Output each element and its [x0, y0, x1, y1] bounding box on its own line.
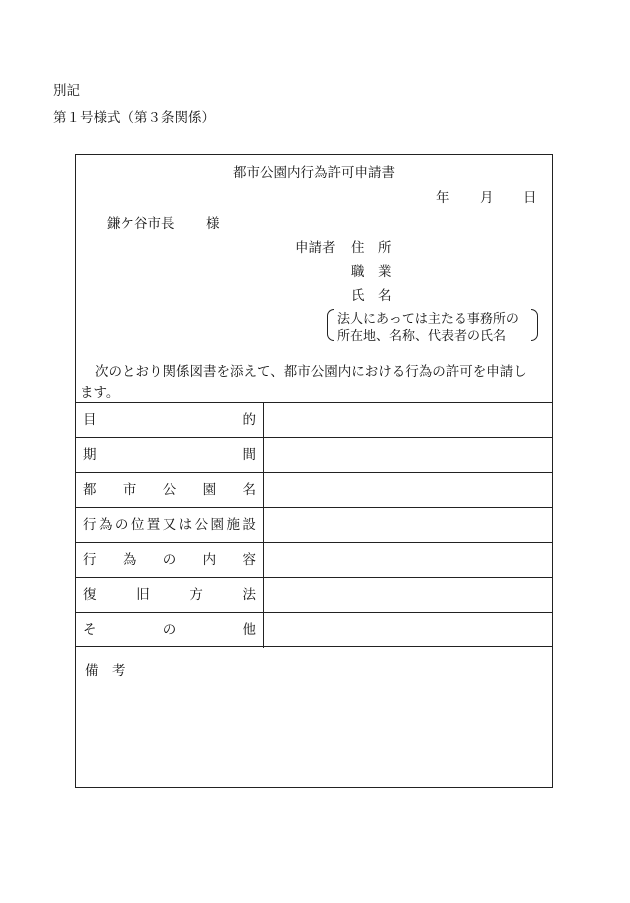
- appendix-label: 別記: [53, 83, 80, 99]
- applicant-name-label: 氏 名: [351, 288, 392, 304]
- form-number-label: 第１号様式（第３条関係）: [53, 110, 215, 126]
- table-row: [75, 542, 553, 577]
- table-row: [75, 402, 553, 437]
- corporate-note-line2: 所在地、名称、代表者の氏名: [337, 329, 507, 344]
- corporate-note-bracket: [327, 309, 538, 344]
- application-statement-line2: ます。: [80, 385, 120, 401]
- column-divider: [263, 473, 264, 508]
- date-day: 日: [523, 190, 537, 206]
- table-row: [75, 437, 553, 472]
- row-label-other: そ の 他: [83, 622, 256, 638]
- column-divider: [263, 613, 264, 648]
- right-bracket: [531, 309, 538, 341]
- row-label-park-name: 都 市 公 園 名: [83, 482, 256, 498]
- addressee-name: 鎌ケ谷市長: [107, 216, 175, 232]
- column-divider: [263, 403, 264, 438]
- table-row: [75, 612, 553, 647]
- left-bracket: [327, 309, 334, 341]
- date-year: 年: [436, 190, 450, 206]
- corporate-note-line1: 法人にあっては主たる事務所の: [337, 312, 519, 327]
- applicant-label: 申請者: [295, 240, 336, 256]
- table-row: [75, 577, 553, 612]
- date-month: 月: [480, 190, 494, 206]
- table-row: [75, 472, 553, 507]
- column-divider: [263, 543, 264, 578]
- applicant-address-label: 住 所: [351, 240, 392, 256]
- row-label-location: 行 為 の 位 置 又 は 公 園 施 設: [83, 517, 256, 533]
- row-label-restoration: 復 旧 方 法: [83, 587, 256, 603]
- row-label-activity: 行 為 の 内 容: [83, 552, 256, 568]
- column-divider: [263, 438, 264, 473]
- row-label-purpose: 目 的: [83, 412, 256, 428]
- application-statement-line1: 次のとおり関係図書を添えて、都市公園内における行為の許可を申請し: [95, 364, 527, 380]
- column-divider: [263, 508, 264, 543]
- form-title: 都市公園内行為許可申請書: [233, 165, 395, 181]
- addressee-honorific: 様: [206, 216, 220, 232]
- applicant-occupation-label: 職 業: [351, 264, 392, 280]
- row-label-period: 期 間: [83, 447, 256, 463]
- table-row: [75, 507, 553, 542]
- column-divider: [263, 578, 264, 613]
- form-table: [75, 402, 553, 647]
- remarks-label: 備 考: [85, 663, 126, 679]
